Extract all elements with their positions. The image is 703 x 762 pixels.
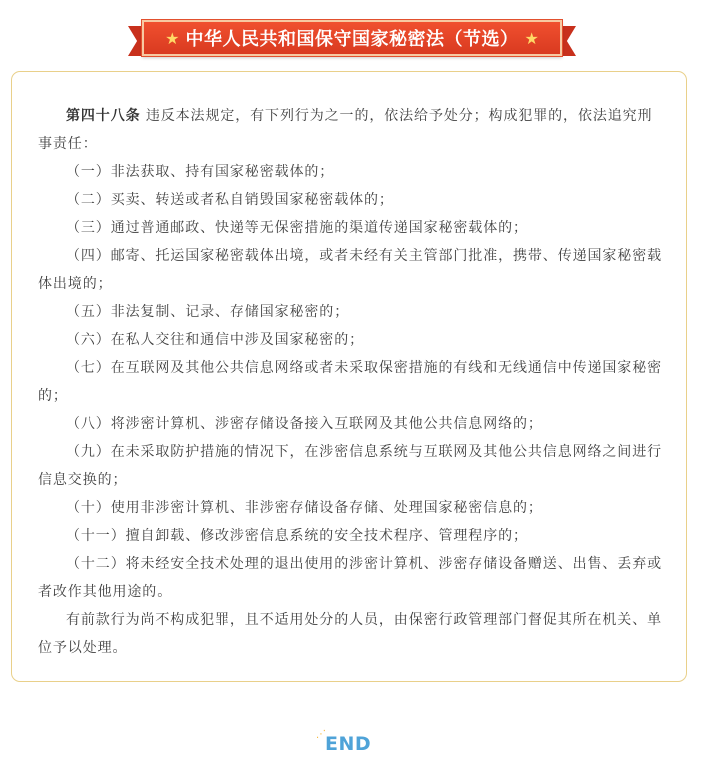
article-intro-text: 违反本法规定，有下列行为之一的，依法给予处分；构成犯罪的，依法追究刑事责任： [38, 108, 653, 152]
title-banner [128, 18, 576, 62]
article-item: （三）通过普通邮政、快递等无保密措施的渠道传递国家秘密载体的； [66, 220, 528, 236]
article-item: （九）在未采取防护措施的情况下，在涉密信息系统与互联网及其他公共信息网络之间进行信息交换的； [38, 444, 662, 488]
article-intro [38, 102, 664, 158]
banner-title: 中华人民共和国保守国家秘密法（节选） [185, 29, 519, 50]
article-item: （六）在私人交往和通信中涉及国家秘密的； [66, 332, 364, 348]
star-icon: ★ [524, 28, 539, 48]
article-closing: 有前款行为尚不构成犯罪，且不适用处分的人员，由保密行政管理部门督促其所在机关、单位予以处理。 [38, 612, 662, 656]
article-item: （十二）将未经安全技术处理的退出使用的涉密计算机、涉密存储设备赠送、出售、丢弃或者改作其他用途的。 [38, 556, 662, 600]
article-item: （五）非法复制、记录、存储国家秘密的； [66, 304, 350, 320]
end-label: END [325, 733, 372, 755]
article-item: （十一）擅自卸载、修改涉密信息系统的安全技术程序、管理程序的； [66, 528, 528, 544]
article-number: 第四十八条 [66, 108, 141, 124]
sparkle-icon: ⋰ [316, 729, 326, 740]
article-item: （四）邮寄、托运国家秘密载体出境，或者未经有关主管部门批准，携带、传递国家秘密载体出境的； [38, 248, 662, 292]
star-icon: ★ [165, 28, 180, 48]
article-item: （十）使用非涉密计算机、非涉密存储设备存储、处理国家秘密信息的； [66, 500, 543, 516]
article-item: （七）在互联网及其他公共信息网络或者未采取保密措施的有线和无线通信中传递国家秘密的； [38, 360, 662, 404]
article-item: （八）将涉密计算机、涉密存储设备接入互联网及其他公共信息网络的； [66, 416, 543, 432]
banner-body [142, 20, 562, 56]
article-item: （一）非法获取、持有国家秘密载体的； [66, 164, 335, 180]
article-item: （二）买卖、转送或者私自销毁国家秘密载体的； [66, 192, 394, 208]
article-box [11, 71, 687, 682]
